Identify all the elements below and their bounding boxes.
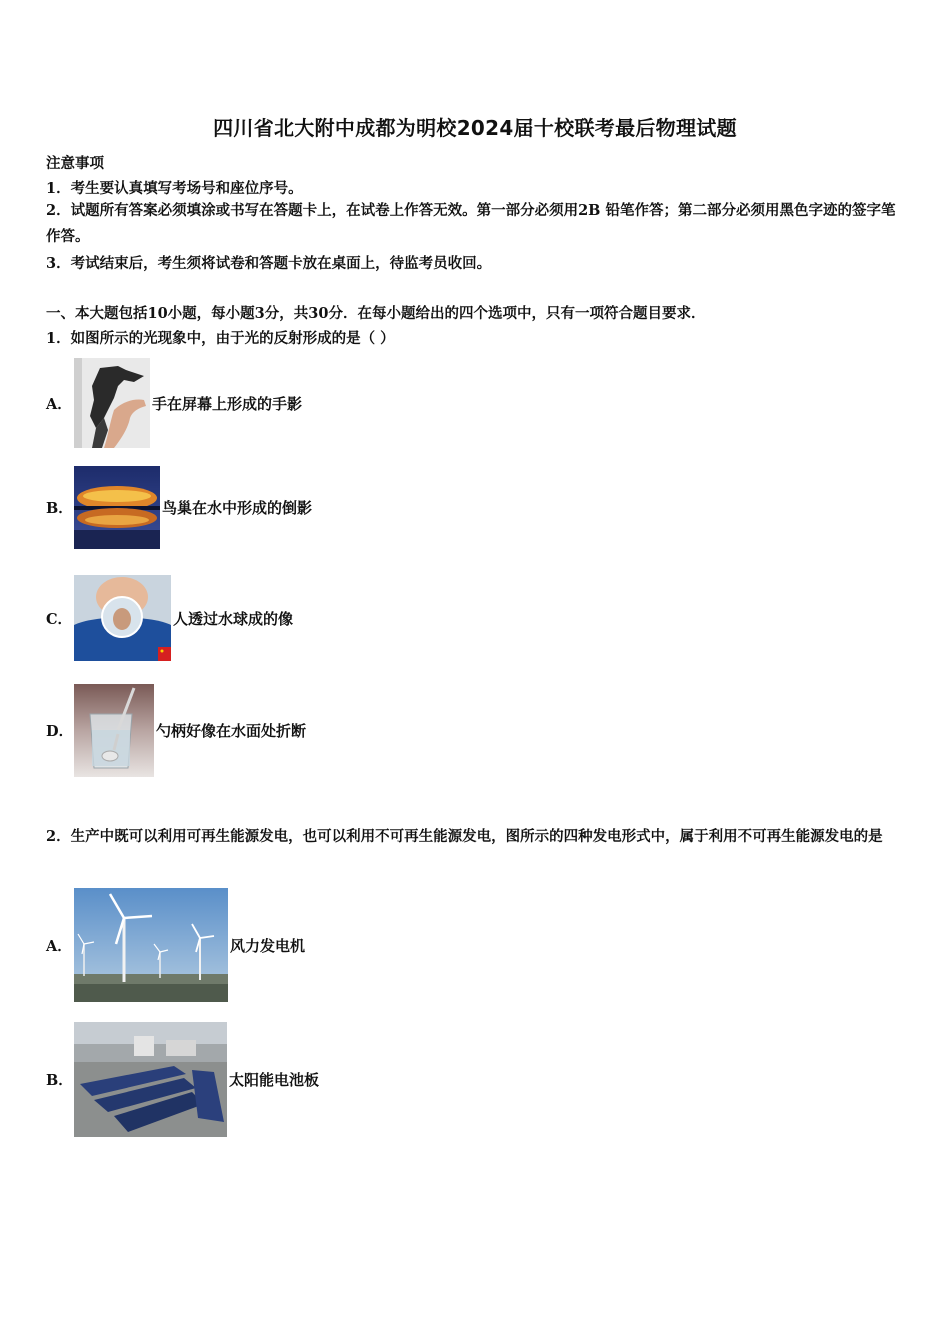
option-caption: 手在屏幕上形成的手影 xyxy=(152,394,303,413)
spoon-in-glass-image xyxy=(74,684,154,777)
section-heading: 一、本大题包括10小题，每小题3分，共30分．在每小题给出的四个选项中，只有一项符合题目要求． xyxy=(46,305,706,322)
option-caption: 人透过水球成的像 xyxy=(173,609,294,628)
note-item-3: 3．考试结束后，考生须将试卷和答题卡放在桌面上，待监考员收回。 xyxy=(46,255,492,272)
question-2-stem: 2．生产中既可以利用可再生能源发电，也可以利用不可再生能源发电，图所示的四种发电形式中，属于利用不可再生能源发电的是 xyxy=(46,828,883,845)
birds-nest-reflection-image xyxy=(74,466,160,549)
option-letter: C． xyxy=(46,610,73,628)
water-ball-image xyxy=(74,575,171,661)
wind-turbine-image xyxy=(74,888,228,1002)
note-item-2: 2．试题所有答案必须填涂或书写在答题卡上，在试卷上作答无效。第一部分必须用2B 铅笔作答；第二部分必须用黑色字迹的签字笔作答。 xyxy=(46,202,896,245)
option-caption: 太阳能电池板 xyxy=(229,1071,320,1089)
option-letter: B． xyxy=(46,1072,73,1089)
option-caption: 风力发电机 xyxy=(230,936,306,955)
option-letter: B． xyxy=(46,500,73,517)
option-letter: A． xyxy=(46,395,72,413)
page-title: 四川省北大附中成都为明校2024届十校联考最后物理试题 xyxy=(213,116,737,140)
q1-option-c[interactable] xyxy=(46,575,293,661)
option-letter: D． xyxy=(46,723,74,740)
option-caption: 勺柄好像在水面处折断 xyxy=(156,722,307,740)
q2-option-b[interactable] xyxy=(46,1022,319,1137)
option-caption: 鸟巢在水中形成的倒影 xyxy=(162,499,313,517)
question-1-stem: 1．如图所示的光现象中，由于光的反射形成的是（ ） xyxy=(46,330,395,347)
option-letter: A． xyxy=(46,937,72,955)
notes-heading: 注意事项 xyxy=(46,155,104,172)
solar-panel-image xyxy=(74,1022,227,1137)
q1-option-a[interactable] xyxy=(46,358,302,448)
q2-option-a[interactable] xyxy=(46,888,305,1002)
note-item-1: 1．考生要认真填写考场号和座位序号。 xyxy=(46,180,303,197)
hand-shadow-image xyxy=(74,358,150,448)
q1-option-b[interactable] xyxy=(46,466,312,549)
q1-option-d[interactable] xyxy=(46,684,306,777)
